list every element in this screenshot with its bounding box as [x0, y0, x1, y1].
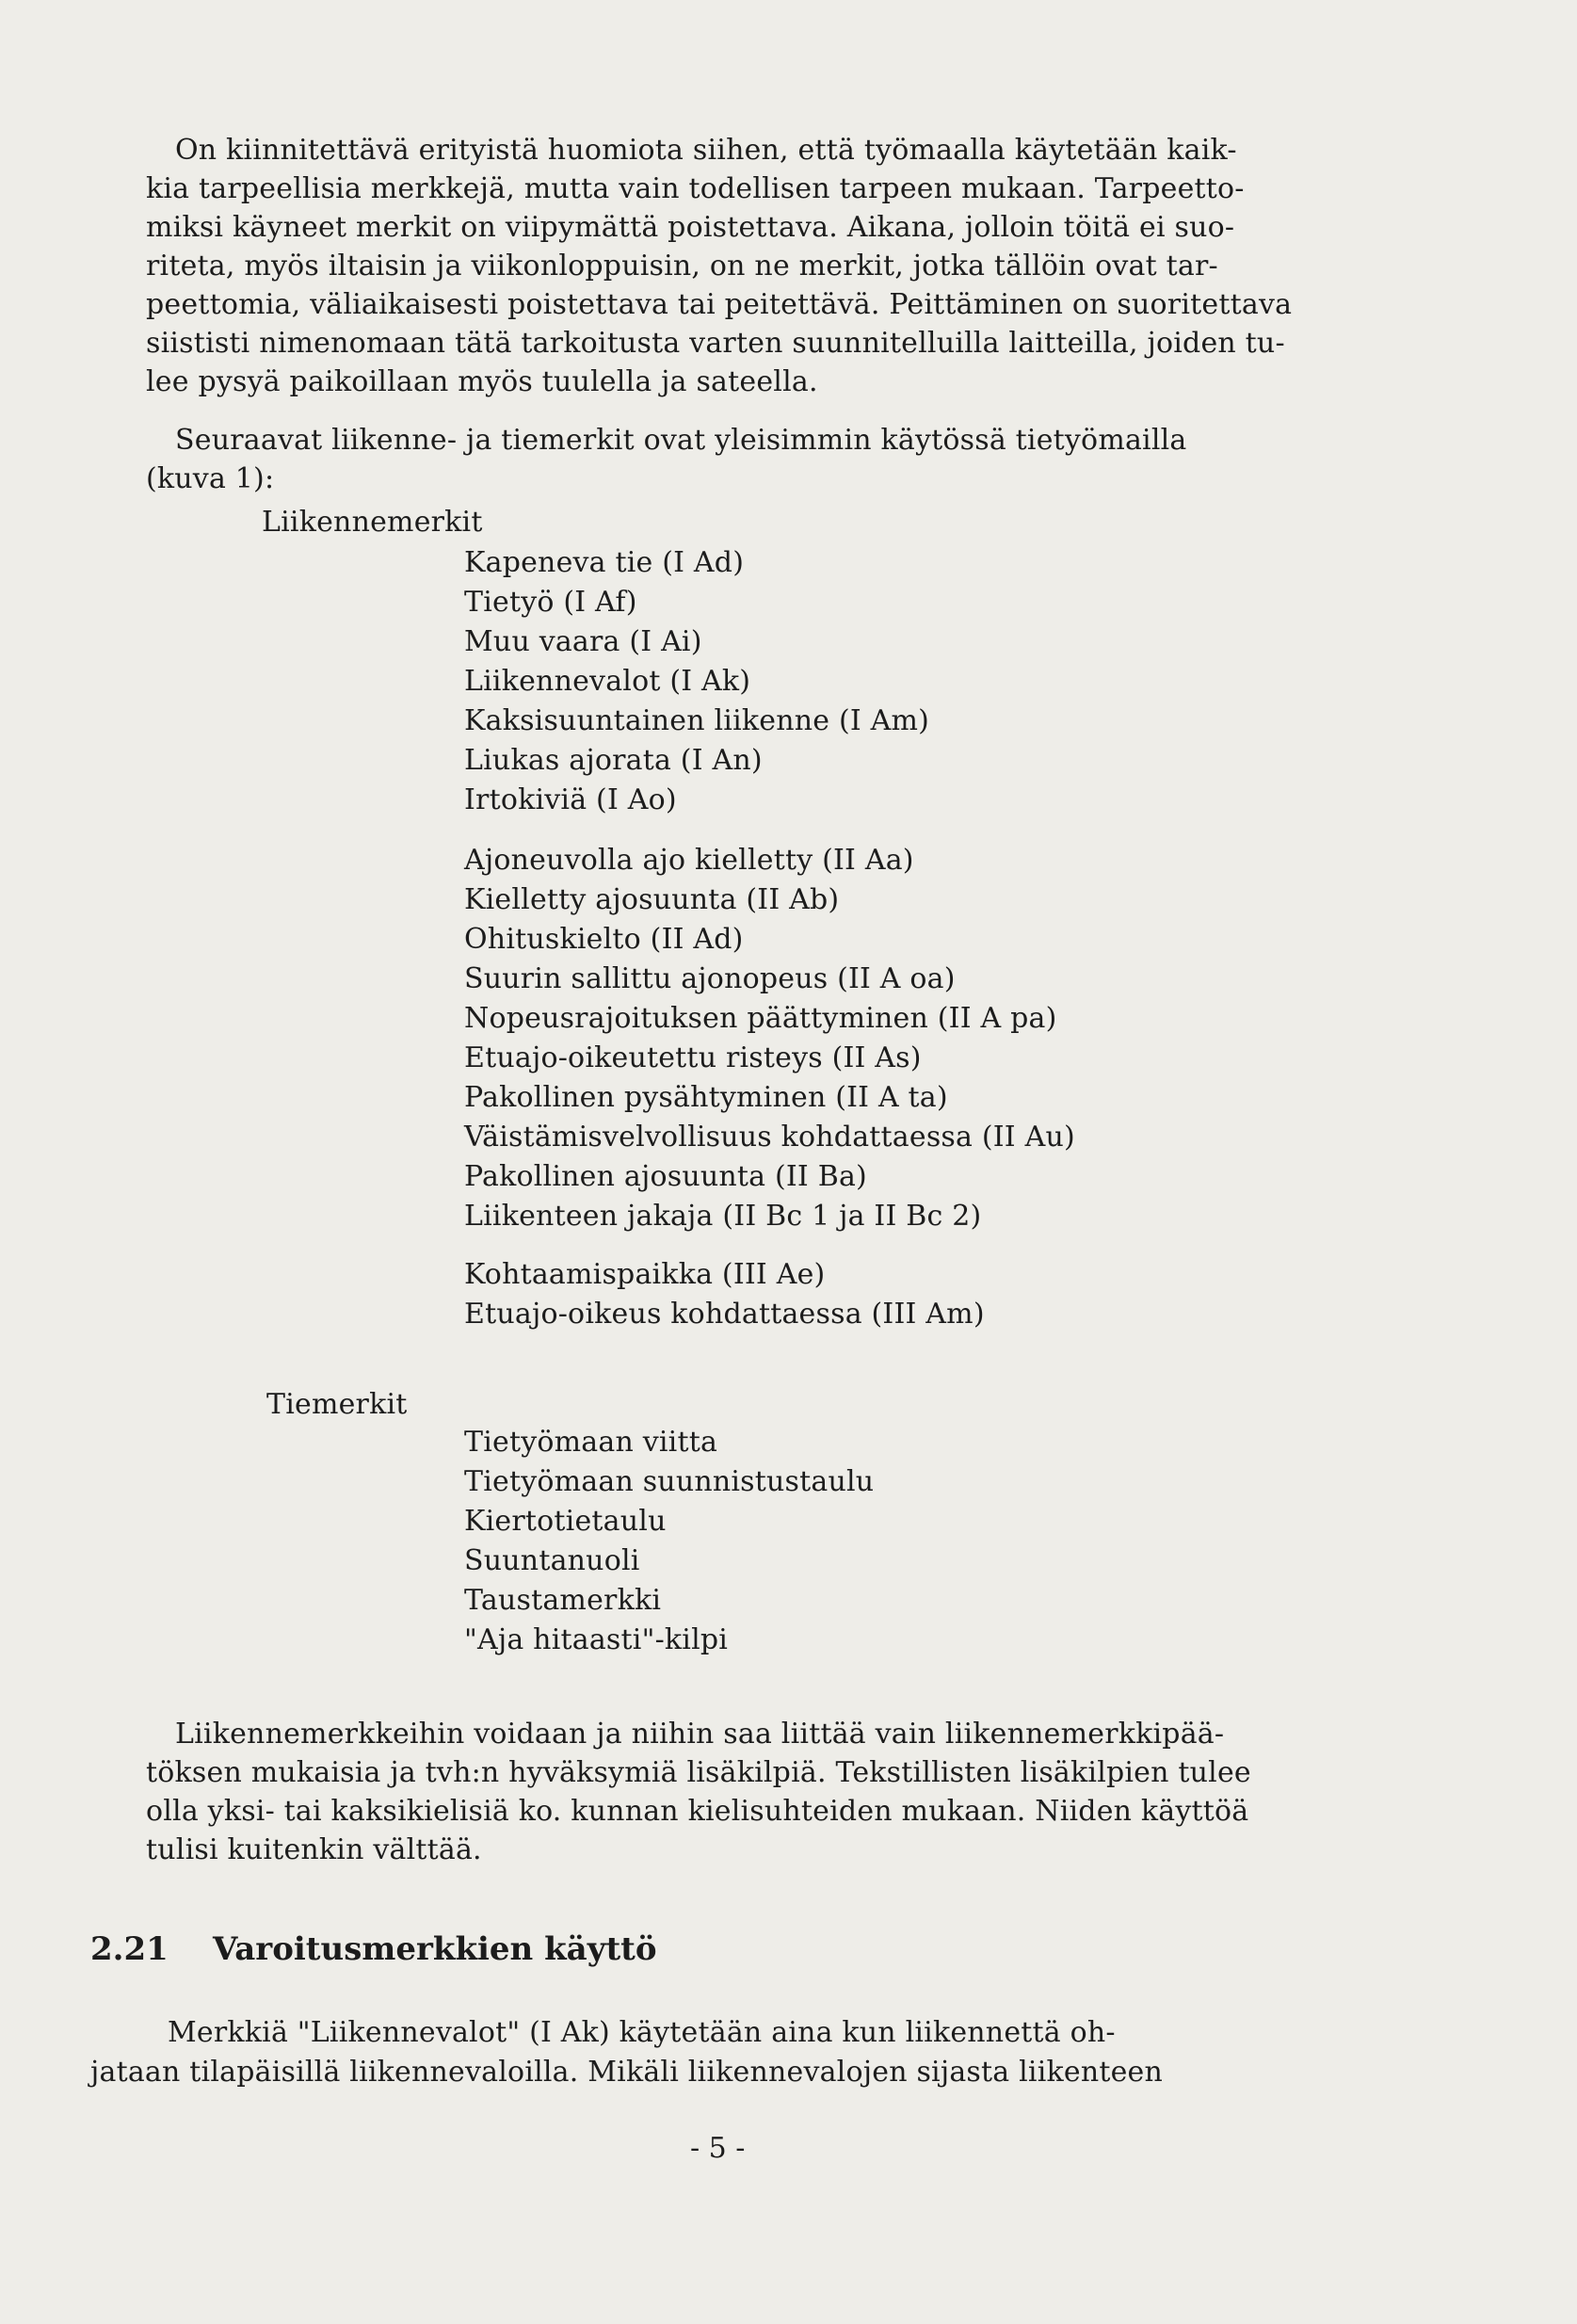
traffic-sign-item: Suurin sallittu ajonopeus (II A oa) — [464, 962, 956, 995]
section-number: 2.21 — [90, 1930, 169, 1968]
road-sign-item: "Aja hitaasti"-kilpi — [464, 1623, 729, 1656]
traffic-signs-label: Liikennemerkit — [262, 506, 483, 539]
paragraph-3-line: olla yksi- tai kaksikielisiä ko. kunnan kielisuhteiden mukaan. Niiden käyttöä — [146, 1795, 1249, 1828]
paragraph-1-line: siististi nimenomaan tätä tarkoitusta varten suunnitelluilla laitteilla, joiden tu- — [146, 327, 1285, 360]
paragraph-1-line: peettomia, väliaikaisesti poistettava tai peitettävä. Peittäminen on suoritettava — [146, 288, 1293, 321]
paragraph-4-line: jataan tilapäisillä liikennevaloilla. Mikäli liikennevalojen sijasta liikenteen — [90, 2056, 1164, 2089]
traffic-sign-item: Ajoneuvolla ajo kielletty (II Aa) — [464, 844, 914, 877]
traffic-sign-item: Liukas ajorata (I An) — [464, 744, 763, 777]
road-sign-item: Tietyömaan viitta — [464, 1426, 718, 1459]
paragraph-1-line: riteta, myös iltaisin ja viikonloppuisin, on ne merkit, jotka tällöin ovat tar- — [146, 250, 1218, 282]
traffic-sign-item: Nopeusrajoituksen päättyminen (II A pa) — [464, 1002, 1057, 1035]
road-sign-item: Taustamerkki — [464, 1584, 662, 1617]
traffic-sign-item: Pakollinen ajosuunta (II Ba) — [464, 1160, 867, 1193]
paragraph-2-line: (kuva 1): — [146, 462, 275, 495]
traffic-sign-item: Väistämisvelvollisuus kohdattaessa (II Au) — [464, 1121, 1075, 1154]
paragraph-1-line: kia tarpeellisia merkkejä, mutta vain todellisen tarpeen mukaan. Tarpeetto- — [146, 172, 1245, 205]
traffic-sign-item: Ohituskielto (II Ad) — [464, 923, 744, 956]
paragraph-3-line: tulisi kuitenkin välttää. — [146, 1833, 482, 1866]
traffic-sign-item: Pakollinen pysähtyminen (II A ta) — [464, 1081, 948, 1114]
paragraph-1-line: On kiinnitettävä erityistä huomiota siihen, että työmaalla käytetään kaik- — [175, 134, 1237, 167]
page-number: - 5 - — [690, 2132, 746, 2165]
paragraph-1-line: miksi käyneet merkit on viipymättä poistettava. Aikana, jolloin töitä ei suo- — [146, 211, 1235, 244]
road-sign-item: Kiertotietaulu — [464, 1505, 667, 1538]
traffic-sign-item: Etuajo-oikeus kohdattaessa (III Am) — [464, 1298, 985, 1331]
paragraph-2-line: Seuraavat liikenne- ja tiemerkit ovat yleisimmin käytössä tietyömailla — [175, 424, 1187, 457]
road-signs-label: Tiemerkit — [266, 1388, 408, 1421]
paragraph-4-line: Merkkiä "Liikennevalot" (I Ak) käytetään aina kun liikennettä oh- — [168, 2016, 1116, 2049]
road-sign-item: Tietyömaan suunnistustaulu — [464, 1465, 875, 1498]
traffic-sign-item: Tietyö (I Af) — [464, 586, 637, 619]
traffic-sign-item: Kapeneva tie (I Ad) — [464, 546, 745, 579]
paragraph-3-line: Liikennemerkkeihin voidaan ja niihin saa liittää vain liikennemerkkipää- — [175, 1718, 1225, 1751]
traffic-sign-item: Etuajo-oikeutettu risteys (II As) — [464, 1041, 922, 1074]
traffic-sign-item: Irtokiviä (I Ao) — [464, 783, 677, 816]
traffic-sign-item: Kaksisuuntainen liikenne (I Am) — [464, 704, 930, 737]
road-sign-item: Suuntanuoli — [464, 1544, 640, 1577]
section-title: Varoitusmerkkien käyttö — [213, 1930, 657, 1968]
section-heading — [90, 1929, 657, 1970]
traffic-sign-item: Liikennevalot (I Ak) — [464, 665, 751, 698]
traffic-sign-item: Liikenteen jakaja (II Bc 1 ja II Bc 2) — [464, 1200, 982, 1233]
traffic-sign-item: Kohtaamispaikka (III Ae) — [464, 1258, 826, 1291]
traffic-sign-item: Kielletty ajosuunta (II Ab) — [464, 883, 840, 916]
paragraph-3-line: töksen mukaisia ja tvh:n hyväksymiä lisäkilpiä. Tekstillisten lisäkilpien tulee — [146, 1756, 1251, 1789]
traffic-sign-item: Muu vaara (I Ai) — [464, 625, 702, 658]
paragraph-1-line: lee pysyä paikoillaan myös tuulella ja sateella. — [146, 365, 818, 398]
